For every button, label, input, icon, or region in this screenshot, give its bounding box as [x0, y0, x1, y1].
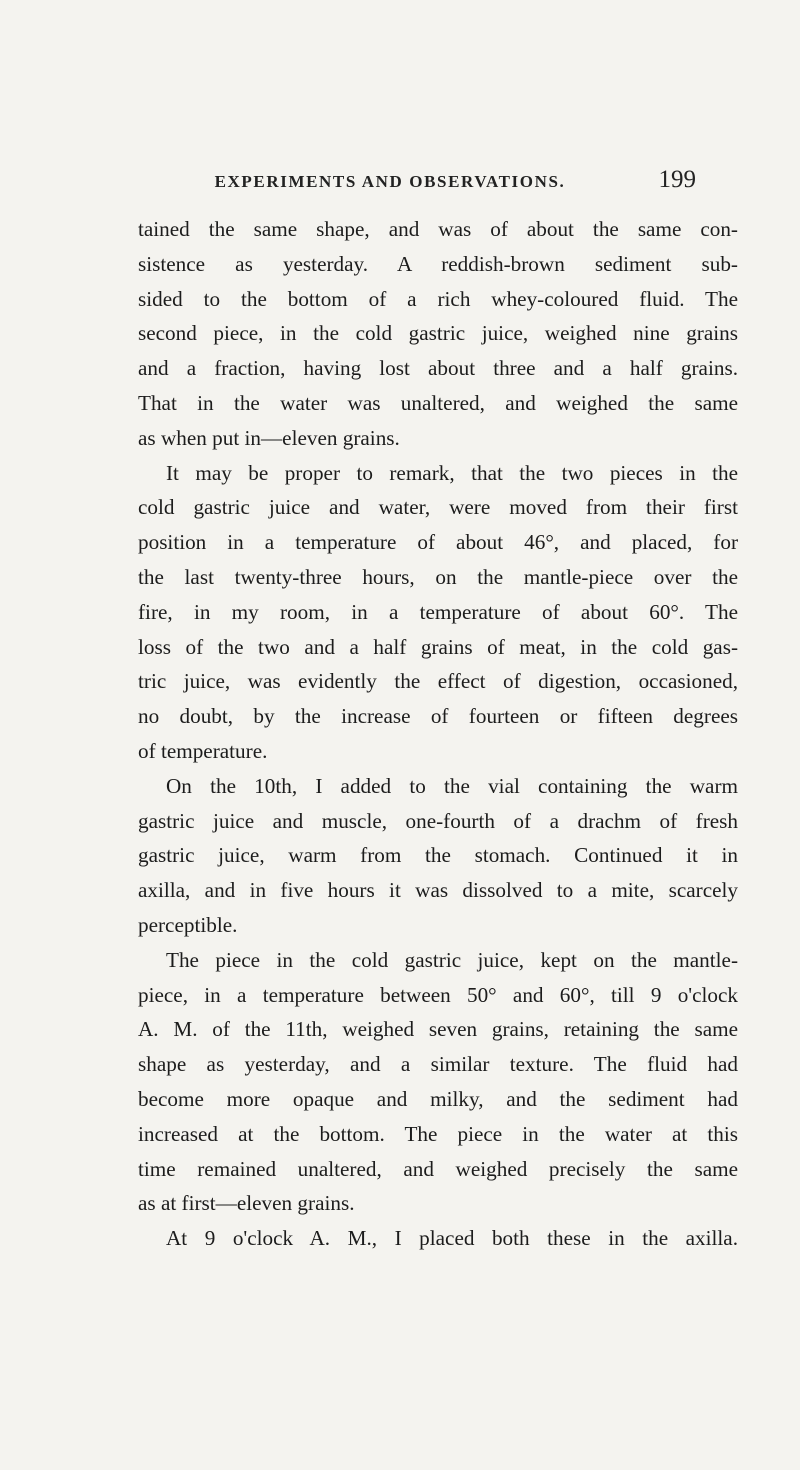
- running-title: EXPERIMENTS AND OBSERVATIONS.: [214, 172, 566, 191]
- text-line: tained the same shape, and was of about the same con-: [138, 217, 738, 241]
- text-line: of temperature.: [138, 738, 268, 763]
- text-line: time remained unaltered, and weighed precisely the same: [138, 1156, 738, 1181]
- text-line: gastric juice and muscle, one-fourth of a drachm of fresh: [138, 808, 738, 833]
- text-line: as at first—eleven grains.: [138, 1191, 355, 1216]
- text-line: tric juice, was evidently the effect of digestion, occasioned,: [138, 669, 738, 694]
- text-line: second piece, in the cold gastric juice, weighed nine grains: [138, 321, 738, 346]
- text-line: That in the water was unaltered, and weighed the same: [138, 390, 738, 415]
- text-line: gastric juice, warm from the stomach. Continued it in: [138, 843, 738, 868]
- text-line: It may be proper to remark, that the two pieces in the: [166, 460, 738, 485]
- text-line: On the 10th, I added to the vial containing the warm: [166, 773, 738, 798]
- text-line: fire, in my room, in a temperature of about 60°. The: [138, 599, 738, 624]
- text-line: loss of the two and a half grains of meat, in the cold gas-: [138, 634, 738, 659]
- text-line: axilla, and in five hours it was dissolved to a mite, scarcely: [138, 878, 738, 903]
- text-line: position in a temperature of about 46°, and placed, for: [138, 530, 738, 555]
- text-line: piece, in a temperature between 50° and 60°, till 9 o'clock: [138, 982, 738, 1007]
- text-line: as when put in—eleven grains.: [138, 425, 400, 450]
- text-line: the last twenty-three hours, on the mantle-piece over the: [138, 564, 738, 589]
- text-line: sided to the bottom of a rich whey-coloured fluid. The: [138, 286, 738, 311]
- text-line: cold gastric juice and water, were moved from their first: [138, 495, 738, 520]
- running-head: [140, 166, 700, 200]
- text-line: sistence as yesterday. A reddish-brown sediment sub-: [138, 251, 738, 276]
- text-line: become more opaque and milky, and the sediment had: [138, 1086, 738, 1111]
- page-number: 199: [658, 166, 696, 193]
- text-line: shape as yesterday, and a similar texture. The fluid had: [138, 1052, 738, 1077]
- text-line: A. M. of the 11th, weighed seven grains, retaining the same: [138, 1017, 738, 1042]
- text-line: no doubt, by the increase of fourteen or fifteen degrees: [138, 704, 738, 729]
- text-line: perceptible.: [138, 912, 238, 937]
- body-text: [138, 212, 738, 1256]
- text-line: and a fraction, having lost about three and a half grains.: [138, 356, 738, 381]
- text-line: increased at the bottom. The piece in the water at this: [138, 1121, 738, 1146]
- text-line: The piece in the cold gastric juice, kept on the mantle-: [166, 947, 738, 972]
- text-line: At 9 o'clock A. M., I placed both these in the axilla.: [166, 1226, 738, 1251]
